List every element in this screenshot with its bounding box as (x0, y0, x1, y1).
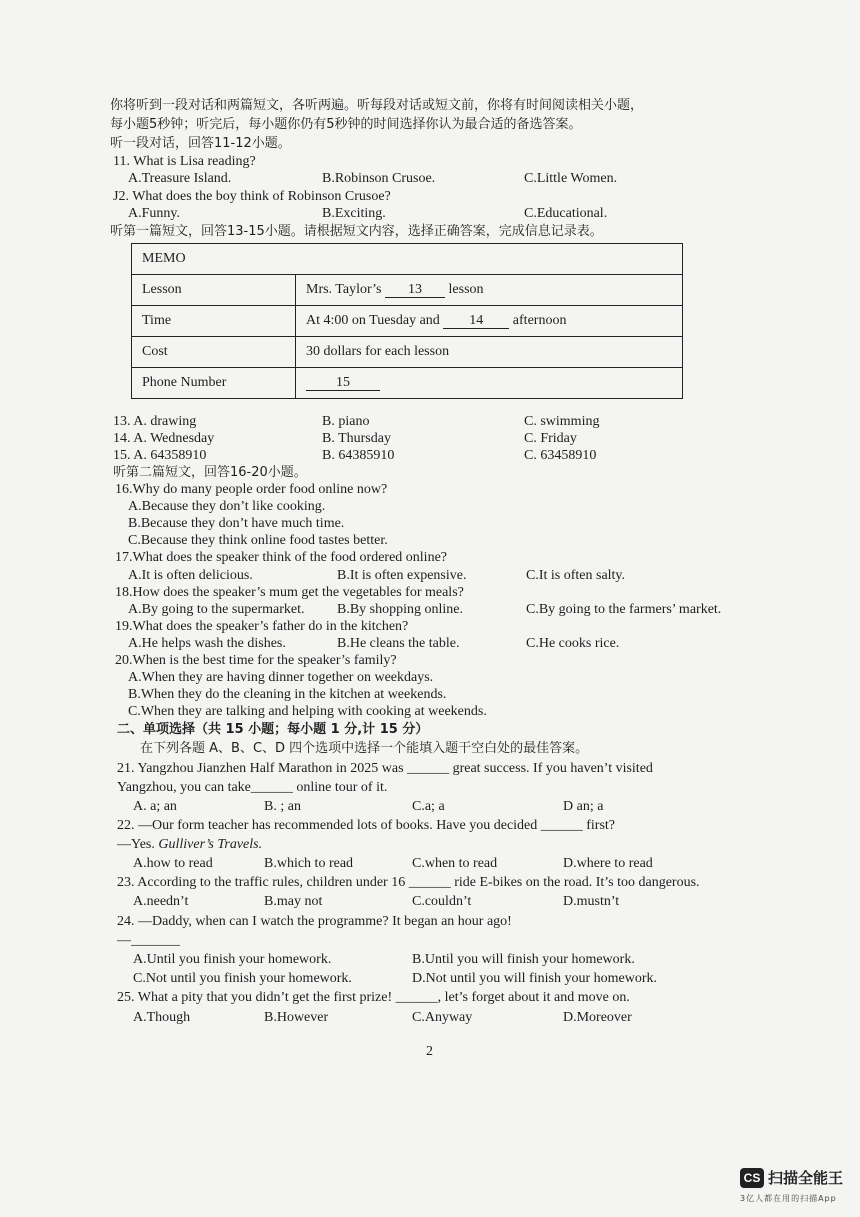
memo-row-time (132, 306, 683, 337)
memo-table (131, 243, 683, 399)
memo-label-cost: Cost (132, 337, 296, 368)
memo-blank-15: 15 (306, 375, 380, 391)
question-16-option-a: A.Because they don’t like cooking. (128, 499, 326, 514)
question-19-option-b: B.He cleans the table. (337, 636, 460, 651)
question-25-option-d: D.Moreover (563, 1010, 632, 1025)
memo-title: MEMO (132, 244, 683, 275)
memo-label-lesson: Lesson (132, 275, 296, 306)
question-12-option-c: C.Educational. (524, 206, 608, 221)
question-12-option-a: A.Funny. (128, 206, 180, 221)
question-25-option-b: B.However (264, 1010, 329, 1025)
question-15-option-c: C. 63458910 (524, 448, 597, 463)
question-17-stem: 17.What does the speaker think of the food ordered online? (115, 550, 448, 565)
section-heading-dialogue: 听一段对话，回答11-12小题。 (110, 136, 291, 151)
section-2-title: 二、单项选择（共 15 小题；每小题 1 分,计 15 分） (117, 722, 429, 737)
question-16-option-c: C.Because they think online food tastes better. (128, 533, 388, 548)
memo-title-row (132, 244, 683, 275)
memo-value-time-pre: At 4:00 on Tuesday and (306, 313, 444, 328)
question-13-option-b: B. piano (322, 414, 370, 429)
question-14-option-a: 14. A. Wednesday (113, 431, 215, 446)
question-18-option-b: B.By shopping online. (337, 602, 464, 617)
memo-blank-14: 14 (443, 313, 509, 329)
memo-value-phone (296, 368, 683, 399)
memo-label-phone: Phone Number (132, 368, 296, 399)
question-12-option-b: B.Exciting. (322, 206, 386, 221)
question-24-line-2: —_______ (117, 933, 180, 948)
question-24-option-c: C.Not until you finish your homework. (133, 971, 352, 986)
memo-value-lesson-pre: Mrs. Taylor’s (306, 282, 386, 297)
section-heading-passage-2: 听第二篇短文，回答16-20小题。 (113, 465, 307, 480)
memo-row-cost (132, 337, 683, 368)
question-25-line-1: 25. What a pity that you didn’t get the first prize! ______, let’s forget about it and move on. (117, 990, 630, 1005)
intro-line-2: 每小题5秒钟；听完后，每小题你仍有5秒钟的时间选择你认为最合适的备选答案。 (110, 117, 582, 132)
question-18-option-a: A.By going to the supermarket. (128, 602, 305, 617)
question-19-option-c: C.He cooks rice. (526, 636, 620, 651)
question-17-option-a: A.It is often delicious. (128, 568, 253, 583)
question-21-option-a: A. a; an (133, 799, 177, 814)
question-17-option-b: B.It is often expensive. (337, 568, 467, 583)
question-14-option-c: C. Friday (524, 431, 577, 446)
memo-row-lesson (132, 275, 683, 306)
memo-value-time (296, 306, 683, 337)
scanner-app-name: 扫描全能王 (768, 1169, 844, 1187)
question-19-stem: 19.What does the speaker’s father do in the kitchen? (115, 619, 409, 634)
question-24-option-b: B.Until you will finish your homework. (412, 952, 635, 967)
question-11-stem: 11. What is Lisa reading? (113, 154, 256, 169)
memo-row-phone (132, 368, 683, 399)
question-21-line-1: 21. Yangzhou Jianzhen Half Marathon in 2025 was ______ great success. If you haven’t visited (117, 761, 653, 776)
question-23-line-1: 23. According to the traffic rules, children under 16 ______ ride E-bikes on the road. It’s too dangerous. (117, 875, 700, 890)
question-23-option-d: D.mustn’t (563, 894, 620, 909)
question-14-option-b: B. Thursday (322, 431, 391, 446)
question-15-option-a: 15. A. 64358910 (113, 448, 207, 463)
question-22-answer-prefix: —Yes. (117, 837, 159, 852)
question-22-book-title: Gulliver’s Travels. (158, 837, 263, 852)
question-24-option-a: A.Until you finish your homework. (133, 952, 332, 967)
question-13-option-a: 13. A. drawing (113, 414, 197, 429)
question-20-option-b: B.When they do the cleaning in the kitchen at weekends. (128, 687, 447, 702)
question-23-option-b: B.may not (264, 894, 323, 909)
memo-blank-13: 13 (385, 282, 445, 298)
question-20-stem: 20.When is the best time for the speaker’s family? (115, 653, 397, 668)
question-25-option-a: A.Though (133, 1010, 191, 1025)
camscanner-icon: CS (740, 1168, 764, 1188)
question-20-option-a: A.When they are having dinner together on weekdays. (128, 670, 434, 685)
page-number: 2 (426, 1044, 433, 1059)
question-24-line-1: 24. —Daddy, when can I watch the programme? It began an hour ago! (117, 914, 512, 929)
question-16-stem: 16.Why do many people order food online now? (115, 482, 388, 497)
memo-value-lesson (296, 275, 683, 306)
question-12-stem: J2. What does the boy think of Robinson Crusoe? (113, 189, 391, 204)
memo-label-time: Time (132, 306, 296, 337)
question-22-option-a: A.how to read (133, 856, 213, 871)
question-22-option-c: C.when to read (412, 856, 498, 871)
question-15-option-b: B. 64385910 (322, 448, 395, 463)
question-23-option-c: C.couldn’t (412, 894, 472, 909)
question-13-option-c: C. swimming (524, 414, 600, 429)
question-22-line-1: 22. —Our form teacher has recommended lots of books. Have you decided ______ first? (117, 818, 616, 833)
section-heading-passage-1: 听第一篇短文，回答13-15小题。请根据短文内容，选择正确答案，完成信息记录表。 (110, 224, 603, 239)
section-2-instructions: 在下列各题 A、B、C、D 四个选项中选择一个能填入题干空白处的最佳答案。 (140, 741, 589, 756)
question-22-option-b: B.which to read (264, 856, 354, 871)
question-23-option-a: A.needn’t (133, 894, 189, 909)
question-21-option-c: C.a; a (412, 799, 445, 814)
question-21-option-d: D an; a (563, 799, 604, 814)
question-19-option-a: A.He helps wash the dishes. (128, 636, 286, 651)
question-11-option-a: A.Treasure Island. (128, 171, 232, 186)
question-18-option-c: C.By going to the farmers’ market. (526, 602, 722, 617)
question-22-line-2 (117, 836, 262, 853)
question-22-option-d: D.where to read (563, 856, 653, 871)
question-11-option-c: C.Little Women. (524, 171, 618, 186)
memo-value-lesson-post: lesson (445, 282, 484, 297)
scanner-tagline: 3亿人都在用的扫描App (740, 1194, 837, 1203)
intro-line-1: 你将听到一段对话和两篇短文，各听两遍。听每段对话或短文前，你将有时间阅读相关小题， (110, 98, 644, 113)
question-16-option-b: B.Because they don’t have much time. (128, 516, 345, 531)
memo-value-time-post: afternoon (509, 313, 567, 328)
question-21-option-b: B. ; an (264, 799, 301, 814)
question-24-option-d: D.Not until you will finish your homework. (412, 971, 657, 986)
question-21-line-2: Yangzhou, you can take______ online tour of it. (117, 780, 388, 795)
question-17-option-c: C.It is often salty. (526, 568, 626, 583)
question-25-option-c: C.Anyway (412, 1010, 473, 1025)
question-20-option-c: C.When they are talking and helping with cooking at weekends. (128, 704, 487, 719)
question-18-stem: 18.How does the speaker’s mum get the vegetables for meals? (115, 585, 464, 600)
scanner-watermark-logo (740, 1167, 843, 1188)
question-11-option-b: B.Robinson Crusoe. (322, 171, 436, 186)
memo-value-cost: 30 dollars for each lesson (296, 337, 683, 368)
